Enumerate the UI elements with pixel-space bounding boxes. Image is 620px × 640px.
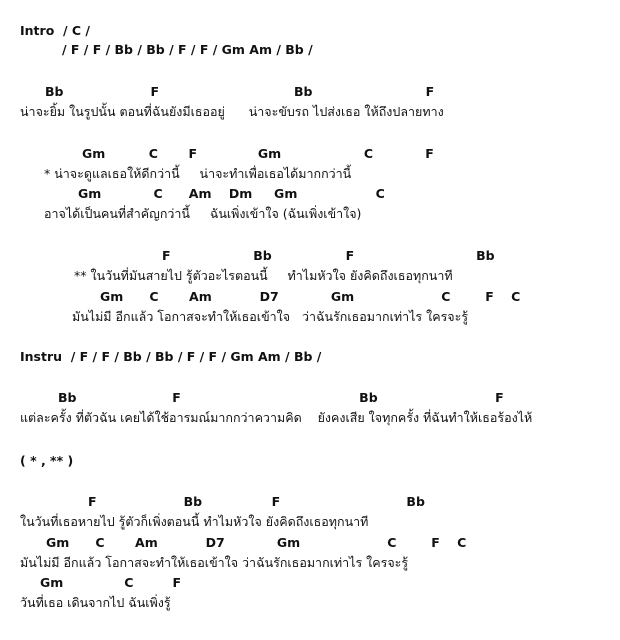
repeat-marker: ( * , ** ) (20, 453, 74, 468)
chorus-chord-line: Gm C Am D7 Gm C F C (100, 289, 521, 304)
chorus-lyric-line: ** ในวันที่มันสายไป รู้ตัวอะไรตอนนี้ ทำไมหัวใจ ยังคิดถึงเธอทุกนาที (74, 268, 453, 283)
verse-lyric-line: น่าจะยิ้ม ในรูปนั้น ตอนที่ฉันยังมีเธออยู่ น่าจะขับรถ ไปส่งเธอ ให้ถึงปลายทาง (20, 104, 444, 119)
outro-chord-line: Gm C Am D7 Gm C F C (46, 535, 467, 550)
verse2-chord-line: Bb F Bb F (58, 390, 504, 405)
pre-chorus-lyric-line: อาจได้เป็นคนที่สำคัญกว่านี้ ฉันเพิ่งเข้าใจ (ฉันเพิ่งเข้าใจ) (44, 206, 362, 221)
intro-chord-progression: / F / F / Bb / Bb / F / F / Gm Am / Bb / (62, 42, 313, 57)
outro-chord-line: Gm C F (40, 575, 182, 590)
instru-header: Instru / F / F / Bb / Bb / F / F / Gm Am / Bb / (20, 349, 322, 364)
outro-chord-line: F Bb F Bb (88, 494, 425, 509)
pre-chorus-lyric-line: * น่าจะดูแลเธอให้ดีกว่านี้ น่าจะทำเพื่อเธอได้มากกว่านี้ (44, 166, 352, 181)
intro-header: Intro / C / (20, 23, 90, 38)
chorus-lyric-line: มันไม่มี อีกแล้ว โอกาสจะทำให้เธอเข้าใจ ว่าฉันรักเธอมากเท่าไร ใครจะรู้ (72, 309, 469, 324)
chorus-chord-line: F Bb F Bb (162, 248, 495, 263)
outro-lyric-line: วันที่เธอ เดินจากไป ฉันเพิ่งรู้ (20, 595, 171, 610)
verse2-lyric-line: แต่ละครั้ง ที่ตัวฉัน เคยได้ใช้อารมณ์มากกว่าความคิด ยังคงเสีย ใจทุกครั้ง ที่ฉันทำให้เธอร้องไห้ (20, 410, 533, 425)
outro-lyric-line: ในวันที่เธอหายไป รู้ตัวก็เพิ่งตอนนี้ ทำไมหัวใจ ยังคิดถึงเธอทุกนาที (20, 514, 369, 529)
pre-chorus-chord-line: Gm C Am Dm Gm C (78, 186, 385, 201)
outro-lyric-line: มันไม่มี อีกแล้ว โอกาสจะทำให้เธอเข้าใจ ว่าฉันรักเธอมากเท่าไร ใครจะรู้ (20, 555, 409, 570)
verse-chord-line: Bb F Bb F (45, 84, 435, 99)
pre-chorus-chord-line: Gm C F Gm C F (82, 146, 434, 161)
